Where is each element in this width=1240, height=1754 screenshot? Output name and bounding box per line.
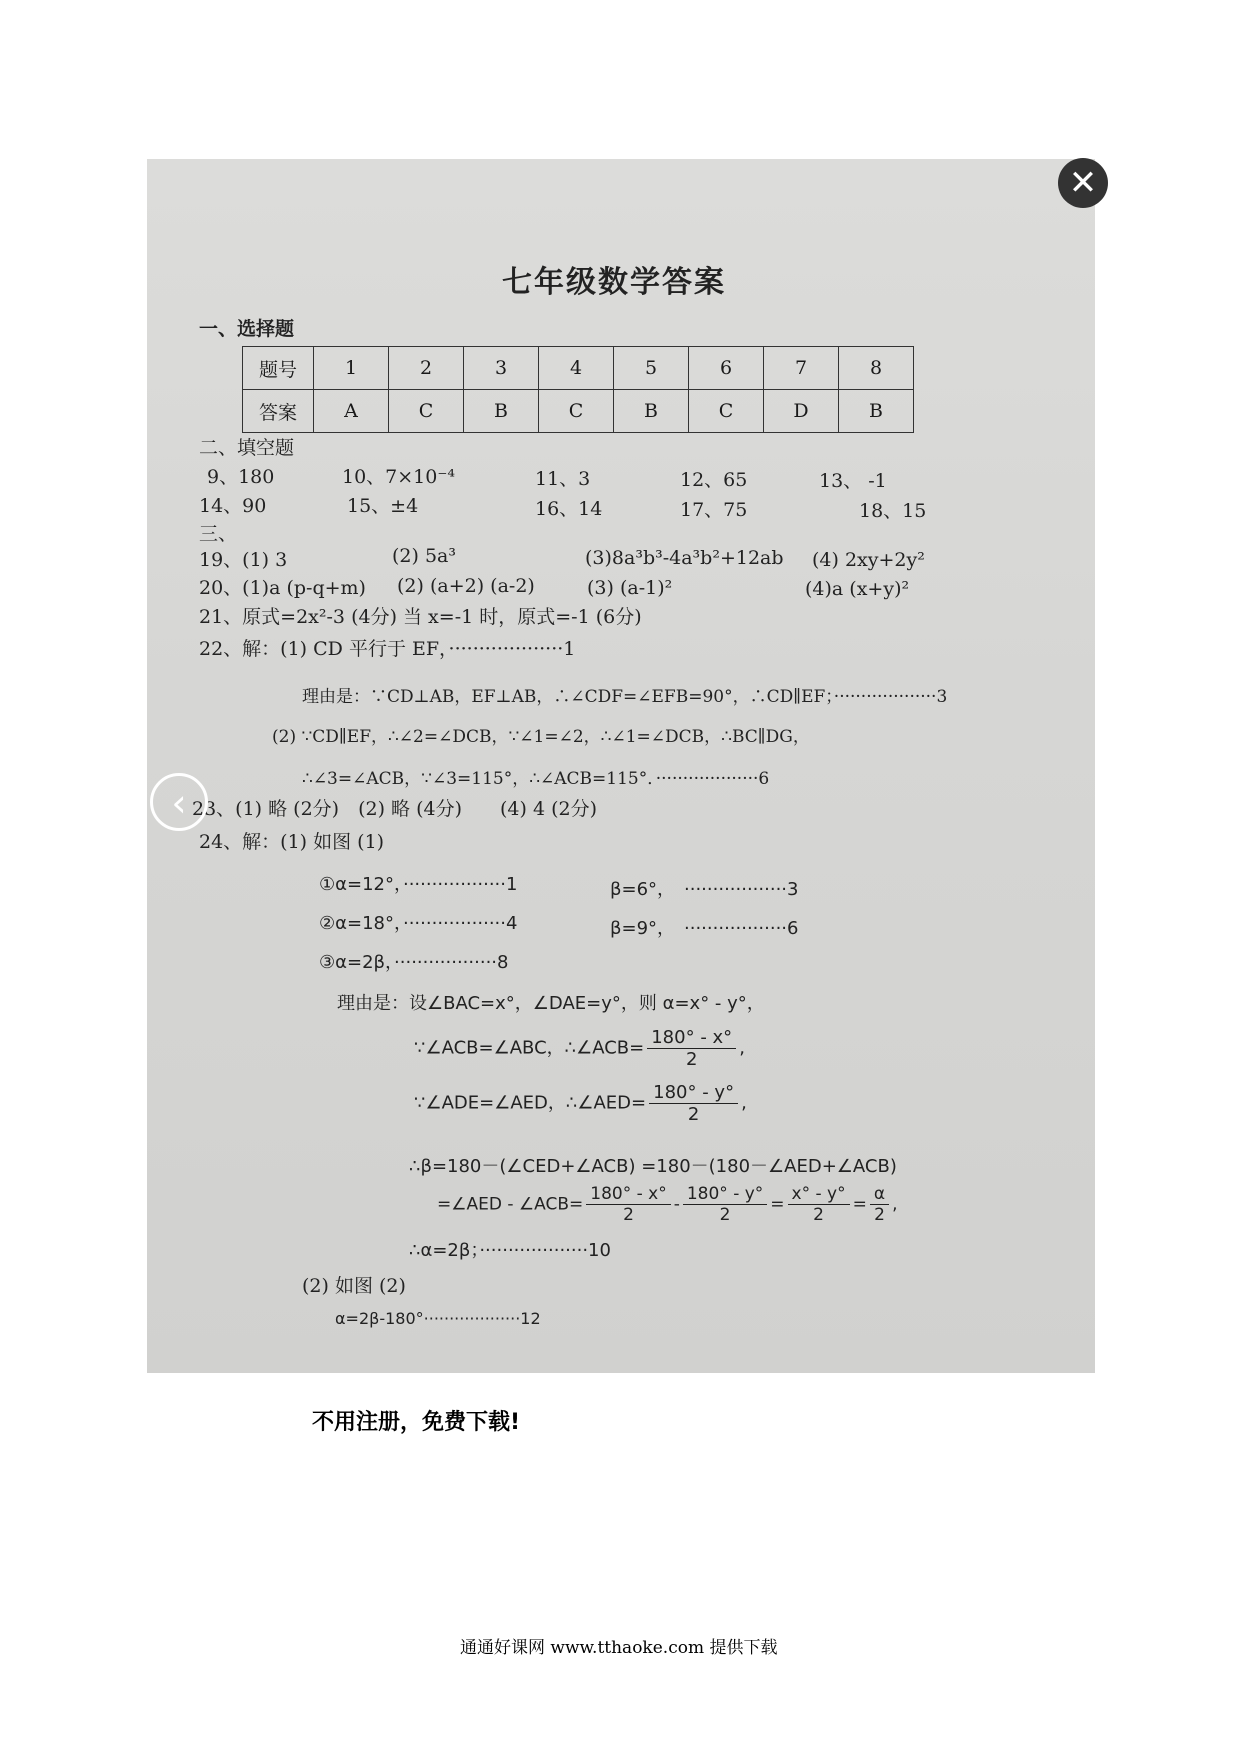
- q19-part3: (3)8a³b³-4a³b²+12ab: [585, 547, 784, 569]
- fraction: [870, 1184, 889, 1225]
- q24-alpha1: ①α=12°，··················1: [319, 874, 518, 895]
- q24-comma: ,: [892, 1194, 898, 1215]
- table-cell: 8: [839, 347, 914, 390]
- section-solve: 三、: [199, 523, 238, 545]
- q24-equals: =: [770, 1194, 785, 1215]
- site-footer: 通通好课网 www.tthaoke.com 提供下载: [460, 1638, 778, 1658]
- table-cell: 2: [389, 347, 464, 390]
- fraction: [647, 1027, 736, 1070]
- q24-equation-line: [437, 1184, 898, 1225]
- fraction-numerator: 180° - y°: [683, 1184, 767, 1205]
- promo-text: 不用注册，免费下载!: [312, 1410, 521, 1435]
- table-cell: A: [314, 390, 389, 433]
- q20-part3: (3) (a-1)²: [587, 577, 673, 599]
- choice-answer-table: [242, 346, 914, 433]
- fraction-numerator: 180° - x°: [586, 1184, 670, 1205]
- fraction-numerator: x° - y°: [788, 1184, 850, 1205]
- table-cell: 5: [614, 347, 689, 390]
- q24-acb-line: [414, 1027, 745, 1070]
- q24-reason: 理由是：设∠BAC=x°，∠DAE=y°，则 α=x° - y°，: [337, 993, 765, 1014]
- q24-aed-pre: ∵∠ADE=∠AED，∴∠AED=: [414, 1092, 647, 1114]
- q21-answer: 21、原式=2x²-3 (4分) 当 x=-1 时，原式=-1 (6分): [199, 606, 642, 628]
- fraction-denominator: 2: [623, 1205, 634, 1225]
- fraction-denominator: 2: [719, 1205, 731, 1225]
- table-head-label: 题号: [243, 347, 314, 390]
- fraction-numerator: 180° - y°: [649, 1082, 738, 1104]
- q24-part2-answer: α=2β-180°···················12: [335, 1309, 541, 1328]
- fill-answer: 17、75: [680, 499, 748, 521]
- previous-arrow-icon[interactable]: ‹: [150, 773, 208, 831]
- fraction-denominator: 2: [874, 1205, 885, 1225]
- q24-result: ∴α=2β；···················10: [409, 1240, 611, 1261]
- table-cell: 4: [539, 347, 614, 390]
- fill-answer: 18、15: [859, 500, 927, 522]
- section-choice: 一、选择题: [199, 318, 295, 340]
- q20-part4: (4)a (x+y)²: [805, 578, 910, 600]
- table-cell: D: [764, 390, 839, 433]
- q24-minus: -: [673, 1194, 680, 1215]
- q20-part1: 20、(1)a (p-q+m): [199, 577, 366, 599]
- table-row-numbers: [243, 347, 914, 390]
- q19-part2: (2) 5a³: [392, 545, 456, 567]
- close-icon[interactable]: ✕: [1058, 158, 1108, 208]
- q22-line3: (2) ∵CD∥EF，∴∠2=∠DCB，∵∠1=∠2，∴∠1=∠DCB，∴BC∥DG，: [272, 727, 810, 747]
- fill-answer: 9、180: [207, 466, 275, 488]
- fraction: [586, 1184, 670, 1225]
- q22-line1: 22、解：(1) CD 平行于 EF，···················1: [199, 638, 576, 660]
- table-cell: 6: [689, 347, 764, 390]
- fill-answer: 14、90: [199, 495, 267, 517]
- table-cell: B: [839, 390, 914, 433]
- q24-alpha2: ②α=18°，··················4: [319, 913, 518, 934]
- fraction-denominator: 2: [813, 1205, 824, 1225]
- fill-answer: 13、 -1: [819, 470, 887, 492]
- section-fill: 二、填空题: [199, 437, 295, 459]
- q24-acb-pre: ∵∠ACB=∠ABC，∴∠ACB=: [414, 1037, 645, 1059]
- table-cell: C: [539, 390, 614, 433]
- doc-title: 七年级数学答案: [502, 265, 726, 300]
- q24-alpha3: ③α=2β，··················8: [319, 952, 509, 973]
- fraction: [683, 1184, 767, 1225]
- fill-answer: 11、3: [535, 468, 591, 490]
- q24-line1: 24、解：(1) 如图 (1): [199, 831, 385, 853]
- q20-part2: (2) (a+2) (a-2): [397, 575, 535, 597]
- q24-aed-line: [414, 1082, 747, 1125]
- q22-line2: 理由是：∵CD⊥AB，EF⊥AB，∴∠CDF=∠EFB=90°，∴CD∥EF；···················3: [302, 687, 948, 707]
- q24-comma: ,: [739, 1037, 745, 1059]
- fraction: [788, 1184, 850, 1225]
- table-cell: 3: [464, 347, 539, 390]
- q24-eq-pre: =∠AED - ∠ACB=: [437, 1194, 584, 1215]
- fill-answer: 16、14: [535, 498, 603, 520]
- q24-beta1: β=6°， ··················3: [610, 879, 799, 900]
- table-cell: C: [689, 390, 764, 433]
- table-row-answers: [243, 390, 914, 433]
- table-answer-label: 答案: [243, 390, 314, 433]
- fill-answer: 15、±4: [347, 495, 419, 517]
- q19-part1: 19、(1) 3: [199, 549, 288, 571]
- table-cell: B: [614, 390, 689, 433]
- table-cell: 7: [764, 347, 839, 390]
- fill-answer: 12、65: [680, 469, 748, 491]
- fill-answer: 10、7×10⁻⁴: [342, 466, 456, 488]
- fraction: [649, 1082, 738, 1125]
- table-cell: 1: [314, 347, 389, 390]
- q24-part2: (2) 如图 (2): [302, 1275, 406, 1297]
- q19-part4: (4) 2xy+2y²: [812, 549, 925, 571]
- fraction-numerator: α: [870, 1184, 889, 1205]
- table-cell: C: [389, 390, 464, 433]
- q24-beta2: β=9°， ··················6: [610, 918, 799, 939]
- q23-answer: 23、(1) 略 (2分) (2) 略 (4分) (4) 4 (2分): [192, 798, 597, 820]
- q22-line4: ∴∠3=∠ACB，∵∠3=115°，∴∠ACB=115°．···················6: [302, 769, 770, 789]
- fraction-denominator: 2: [687, 1104, 700, 1125]
- fraction-numerator: 180° - x°: [647, 1027, 736, 1049]
- table-cell: B: [464, 390, 539, 433]
- fraction-denominator: 2: [685, 1049, 698, 1070]
- q24-comma: ,: [741, 1092, 747, 1114]
- q24-equals: =: [852, 1194, 867, 1215]
- answer-sheet-photo: [147, 159, 1095, 1373]
- q24-beta-line: ∴β=180－(∠CED+∠ACB) =180－(180－∠AED+∠ACB): [409, 1156, 897, 1177]
